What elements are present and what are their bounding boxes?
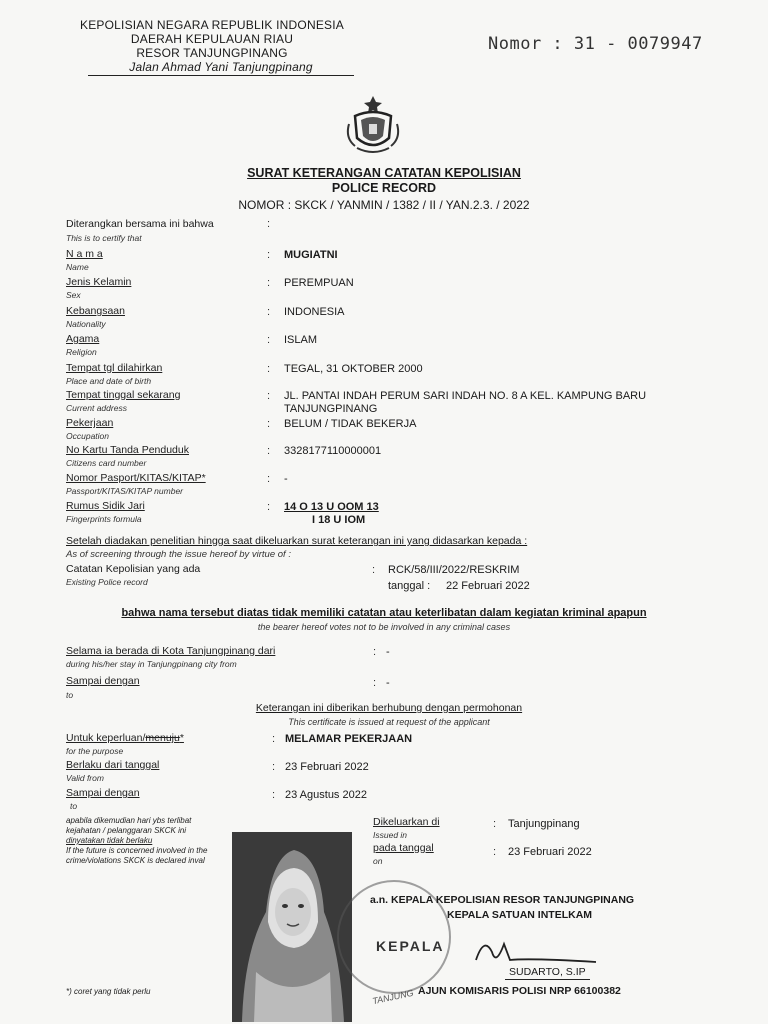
signatory-name: SUDARTO, S.IP	[505, 966, 590, 980]
field-colon: :	[267, 473, 271, 485]
valid-from-colon: :	[272, 761, 276, 773]
intro-colon: :	[267, 218, 271, 230]
screening-text-en: As of screening through the issue hereof by virtue of :	[66, 549, 291, 560]
purpose-value: MELAMAR PEKERJAAN	[285, 733, 413, 745]
field-colon: :	[267, 418, 271, 430]
issued-place-label: Dikeluarkan di	[373, 816, 440, 828]
field-value-birth: TEGAL, 31 OKTOBER 2000	[284, 363, 423, 375]
stamp-text: KEPALA	[376, 938, 445, 954]
valid-from-value: 23 Februari 2022	[285, 761, 369, 773]
field-label: Tempat tinggal sekarang	[66, 389, 181, 401]
issued-place-label-en: Issued in	[373, 830, 408, 840]
stay-from-colon: :	[373, 646, 377, 658]
handwritten-signature	[470, 930, 600, 970]
stay-to-colon: :	[373, 677, 377, 689]
purpose-label-asterisk: *	[179, 732, 184, 744]
note-line: If the future is concerned involved in the	[66, 846, 208, 855]
field-label-en: Place and date of birth	[66, 376, 152, 386]
field-value-nationality: INDONESIA	[284, 306, 345, 318]
field-label: Pekerjaan	[66, 417, 114, 429]
field-label-en: Name	[66, 262, 89, 272]
field-label-en: Passport/KITAS/KITAP number	[66, 486, 183, 496]
document-title: SURAT KETERANGAN CATATAN KEPOLISIAN	[247, 166, 521, 180]
record-label-en: Existing Police record	[66, 577, 148, 587]
purpose-label	[66, 732, 184, 744]
field-value-fingerprint-2: I 18 U IOM	[312, 514, 366, 526]
purpose-label-strike: menuju	[145, 732, 180, 744]
field-colon: :	[267, 501, 271, 513]
header-line4: Jalan Ahmad Yani Tanjungpinang	[88, 60, 354, 76]
note-line: crime/violations SKCK is declared inval	[66, 856, 205, 865]
field-value-occupation: BELUM / TIDAK BEKERJA	[284, 418, 417, 430]
field-label: Nomor Pasport/KITAS/KITAP*	[66, 472, 206, 484]
field-label-en: Citizens card number	[66, 458, 147, 468]
police-emblem-icon	[345, 94, 401, 156]
issued-place-value: Tanjungpinang	[508, 818, 580, 830]
field-colon: :	[267, 277, 271, 289]
field-label: Tempat tgl dilahirkan	[66, 362, 163, 374]
footnote: *) coret yang tidak perlu	[66, 987, 151, 996]
valid-from-label-en: Valid from	[66, 773, 104, 783]
record-date-value: 22 Februari 2022	[446, 580, 530, 592]
field-label: Jenis Kelamin	[66, 276, 132, 288]
issued-date-label-en: on	[373, 856, 383, 866]
intro-text: Diterangkan bersama ini bahwa	[66, 218, 214, 230]
field-value-religion: ISLAM	[284, 334, 318, 346]
header-line2: DAERAH KEPULAUAN RIAU	[130, 32, 294, 46]
request-text-en: This certificate is issued at request of the applicant	[288, 717, 490, 727]
record-value: RCK/58/III/2022/RESKRIM	[388, 564, 520, 576]
document-subtitle: POLICE RECORD	[331, 181, 437, 195]
statement-text-en: the bearer hereof votes not to be involved in any criminal cases	[257, 622, 511, 632]
valid-to-value: 23 Agustus 2022	[285, 789, 367, 801]
field-colon: :	[267, 249, 271, 261]
field-label: No Kartu Tanda Penduduk	[66, 444, 189, 456]
field-label: N a m a	[66, 248, 103, 260]
field-value-id-card: 3328177110000001	[284, 445, 382, 457]
field-colon: :	[267, 334, 271, 346]
field-label: Kebangsaan	[66, 305, 125, 317]
purpose-label-en: for the purpose	[66, 746, 124, 756]
valid-to-label: Sampai dengan	[66, 787, 140, 799]
field-colon: :	[267, 445, 271, 457]
stay-from-label-en: during his/her stay in Tanjungpinang city from	[66, 659, 237, 669]
document-number: Nomor : 31 - 0079947	[488, 34, 703, 54]
stay-to-label: Sampai dengan	[66, 675, 140, 687]
header-institution	[62, 18, 362, 76]
valid-to-label-en: to	[70, 801, 78, 811]
issued-date-label: pada tanggal	[373, 842, 434, 854]
note-line: dinyatakan tidak berlaku	[66, 836, 153, 845]
stamp-text-bottom: TANJUNG	[371, 987, 415, 1007]
applicant-photo	[232, 832, 352, 1022]
field-label-en: Current address	[66, 403, 127, 413]
field-label-en: Nationality	[66, 319, 106, 329]
field-value-address: JL. PANTAI INDAH PERUM SARI INDAH NO. 8 A KEL. KAMPUNG BARU	[284, 390, 647, 402]
purpose-label-main: Untuk keperluan/	[66, 732, 146, 744]
record-date-label: tanggal :	[388, 580, 431, 592]
header-line1: KEPOLISIAN NEGARA REPUBLIK INDONESIA	[80, 18, 344, 32]
signatory-rank: AJUN KOMISARIS POLISI NRP 66100382	[418, 985, 621, 997]
field-label: Rumus Sidik Jari	[66, 500, 145, 512]
issued-place-colon: :	[493, 818, 497, 830]
field-value-name: MUGIATNI	[284, 249, 338, 261]
stay-from-value: -	[386, 646, 390, 658]
field-label-en: Sex	[66, 290, 81, 300]
validity-note	[66, 816, 207, 866]
request-text: Keterangan ini diberikan berhubung dengan permohonan	[255, 702, 523, 714]
issued-date-value: 23 Februari 2022	[508, 846, 592, 858]
field-label-en: Fingerprints formula	[66, 514, 142, 524]
signatory-title: a.n. KEPALA KEPOLISIAN RESOR TANJUNGPINANG	[370, 894, 635, 906]
field-label-en: Religion	[66, 347, 97, 357]
field-value-fingerprint: 14 O 13 U OOM 13	[284, 501, 379, 513]
screening-text: Setelah diadakan penelitian hingga saat dikeluarkan surat keterangan ini yang didasarkan kepada :	[66, 535, 528, 547]
record-label: Catatan Kepolisian yang ada	[66, 563, 201, 575]
field-colon: :	[267, 390, 271, 402]
statement-text: bahwa nama tersebut diatas tidak memiliki catatan atau keterlibatan dalam kegiatan kriminal apapun	[121, 607, 647, 619]
field-value-passport: -	[284, 473, 288, 485]
document-reference: NOMOR : SKCK / YANMIN / 1382 / II / YAN.2.3. / 2022	[238, 198, 530, 212]
field-label-en: Occupation	[66, 431, 109, 441]
stay-to-label-en: to	[66, 690, 74, 700]
intro-text-en: This is to certify that	[66, 233, 142, 243]
purpose-colon: :	[272, 733, 276, 745]
header-line3: RESOR TANJUNGPINANG	[136, 46, 288, 60]
note-line: apabila dikemudian hari ybs terlibat	[66, 816, 192, 825]
note-line: kejahatan / pelanggaran SKCK ini	[66, 826, 187, 835]
field-colon: :	[267, 306, 271, 318]
field-label: Agama	[66, 333, 100, 345]
field-value-sex: PEREMPUAN	[284, 277, 354, 289]
stay-to-value: -	[386, 677, 390, 689]
stay-from-label: Selama ia berada di Kota Tanjungpinang dari	[66, 645, 276, 657]
signatory-unit: KEPALA SATUAN INTELKAM	[447, 909, 593, 921]
field-colon: :	[267, 363, 271, 375]
valid-from-label: Berlaku dari tanggal	[66, 759, 160, 771]
record-colon: :	[372, 564, 376, 576]
issued-date-colon: :	[493, 846, 497, 858]
field-value-address-2: TANJUNGPINANG	[284, 403, 378, 415]
valid-to-colon: :	[272, 789, 276, 801]
